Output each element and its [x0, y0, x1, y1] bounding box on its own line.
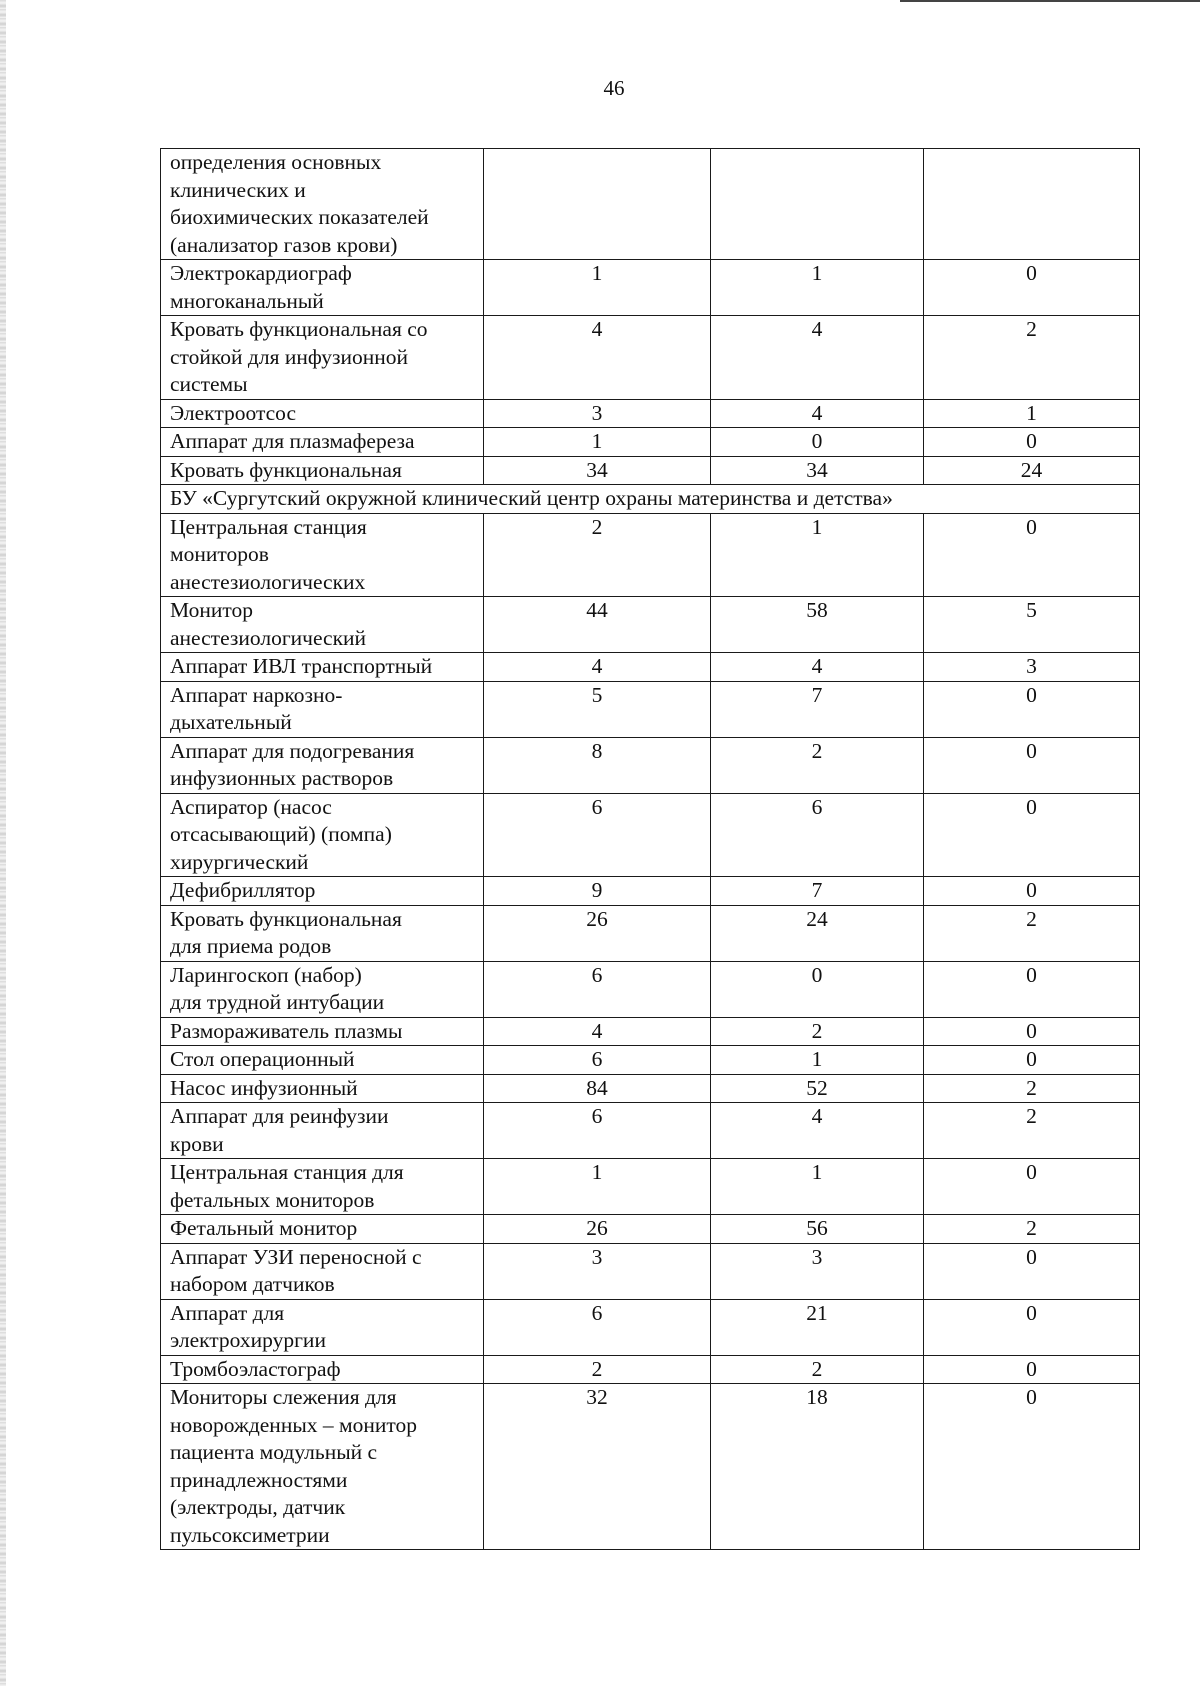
table-row — [161, 737, 1140, 793]
equipment-name-line: инфузионных растворов — [170, 766, 394, 790]
equipment-name-line: анестезиологический — [170, 625, 367, 650]
quantity-cell-3: 2 — [924, 316, 1140, 400]
equipment-name-line: системы — [170, 372, 248, 396]
quantity-cell-3: 0 — [924, 1384, 1140, 1550]
equipment-name-line: Аспиратор (насос — [170, 794, 332, 819]
quantity-cell-1: 9 — [484, 877, 711, 906]
quantity-cell-3: 0 — [924, 513, 1140, 597]
equipment-name-line: мониторов — [170, 542, 269, 566]
quantity-cell-3: 2 — [924, 1215, 1140, 1244]
quantity-cell-2: 0 — [711, 428, 924, 457]
equipment-name-line: пульсоксиметрии — [170, 1522, 330, 1547]
equipment-name-line: Кровать функциональная — [170, 457, 402, 482]
equipment-name-cell — [161, 1384, 484, 1550]
equipment-name-line: многоканальный — [170, 288, 324, 313]
quantity-cell-3: 2 — [924, 1074, 1140, 1103]
table-row — [161, 513, 1140, 597]
equipment-name-line: Мониторы слежения для — [170, 1385, 397, 1409]
equipment-name-line: дыхательный — [170, 710, 292, 734]
equipment-name-line: фетальных мониторов — [170, 1187, 375, 1212]
quantity-cell-1: 6 — [484, 793, 711, 877]
equipment-name-line: Стол операционный — [170, 1047, 355, 1071]
equipment-name-line: отсасывающий) (помпа) — [170, 822, 392, 846]
equipment-name-cell — [161, 456, 484, 485]
equipment-name-line: новорожденных – монитор — [170, 1412, 417, 1437]
quantity-cell-3: 3 — [924, 653, 1140, 682]
quantity-cell-1: 6 — [484, 961, 711, 1017]
quantity-cell-3: 0 — [924, 1243, 1140, 1299]
page-number: 46 — [603, 76, 625, 100]
equipment-name-line: Кровать функциональная — [170, 906, 402, 931]
equipment-name-line: клинических и — [170, 177, 306, 202]
table-row — [161, 149, 1140, 260]
equipment-name-line: (электроды, датчик — [170, 1495, 346, 1519]
equipment-name-line: пациента модульный с — [170, 1440, 378, 1464]
quantity-cell-3: 5 — [924, 597, 1140, 653]
table-row — [161, 1046, 1140, 1075]
equipment-name-cell — [161, 428, 484, 457]
quantity-cell-1: 6 — [484, 1046, 711, 1075]
quantity-cell-2: 2 — [711, 737, 924, 793]
equipment-name-line: Электрокардиограф — [170, 261, 352, 285]
quantity-cell-2: 7 — [711, 877, 924, 906]
quantity-cell-3: 24 — [924, 456, 1140, 485]
quantity-cell-1: 4 — [484, 653, 711, 682]
quantity-cell-1: 26 — [484, 905, 711, 961]
equipment-name-line: Центральная станция — [170, 514, 367, 539]
table-row — [161, 877, 1140, 906]
equipment-name-line: определения основных — [170, 150, 382, 174]
table-row — [161, 905, 1140, 961]
table-row — [161, 653, 1140, 682]
equipment-name-cell — [161, 260, 484, 316]
quantity-cell-3: 0 — [924, 681, 1140, 737]
equipment-name-line: Аппарат УЗИ переносной с — [170, 1244, 422, 1269]
quantity-cell-3: 0 — [924, 877, 1140, 906]
table-row — [161, 1355, 1140, 1384]
equipment-name-cell — [161, 681, 484, 737]
equipment-name-line: Дефибриллятор — [170, 878, 316, 902]
equipment-name-cell — [161, 1159, 484, 1215]
equipment-name-cell — [161, 597, 484, 653]
quantity-cell-1: 84 — [484, 1074, 711, 1103]
quantity-cell-1: 4 — [484, 1017, 711, 1046]
quantity-cell-2: 34 — [711, 456, 924, 485]
quantity-cell-2: 1 — [711, 1159, 924, 1215]
equipment-name-line: Центральная станция для — [170, 1160, 404, 1184]
quantity-cell-1: 34 — [484, 456, 711, 485]
equipment-name-line: Аппарат для реинфузии — [170, 1104, 389, 1128]
quantity-cell-3: 2 — [924, 905, 1140, 961]
quantity-cell-2: 0 — [711, 961, 924, 1017]
equipment-name-cell — [161, 149, 484, 260]
equipment-name-line: для приема родов — [170, 934, 332, 958]
equipment-name-line: для трудной интубации — [170, 990, 385, 1014]
equipment-name-cell — [161, 737, 484, 793]
table-row — [161, 456, 1140, 485]
equipment-name-cell — [161, 1074, 484, 1103]
quantity-cell-2: 3 — [711, 1243, 924, 1299]
quantity-cell-3: 0 — [924, 428, 1140, 457]
equipment-name-cell — [161, 905, 484, 961]
equipment-name-cell — [161, 961, 484, 1017]
quantity-cell-3: 0 — [924, 737, 1140, 793]
quantity-cell-2: 2 — [711, 1017, 924, 1046]
equipment-name-line: Размораживатель плазмы — [170, 1018, 403, 1043]
equipment-name-line: Тромбоэластограф — [170, 1356, 341, 1381]
quantity-cell-2: 4 — [711, 1103, 924, 1159]
equipment-name-cell — [161, 1299, 484, 1355]
table-row — [161, 1017, 1140, 1046]
table-row — [161, 961, 1140, 1017]
equipment-name-cell — [161, 1355, 484, 1384]
equipment-name-line: крови — [170, 1131, 224, 1156]
table-row — [161, 1243, 1140, 1299]
equipment-name-line: (анализатор газов крови) — [170, 232, 398, 257]
quantity-cell-1: 6 — [484, 1103, 711, 1159]
equipment-name-line: стойкой для инфузионной — [170, 344, 409, 369]
quantity-cell-1: 2 — [484, 513, 711, 597]
table-row — [161, 681, 1140, 737]
equipment-name-cell — [161, 1215, 484, 1244]
equipment-name-line: Аппарат для подогревания — [170, 738, 415, 763]
quantity-cell-1: 32 — [484, 1384, 711, 1550]
quantity-cell-1: 1 — [484, 260, 711, 316]
quantity-cell-1: 3 — [484, 1243, 711, 1299]
equipment-name-line: Электроотсос — [170, 400, 296, 425]
quantity-cell-2: 58 — [711, 597, 924, 653]
quantity-cell-1: 1 — [484, 428, 711, 457]
table-row — [161, 597, 1140, 653]
quantity-cell-2: 21 — [711, 1299, 924, 1355]
section-row — [161, 485, 1140, 514]
equipment-name-line: Кровать функциональная со — [170, 317, 428, 341]
table-row — [161, 1299, 1140, 1355]
equipment-name-cell — [161, 1046, 484, 1075]
quantity-cell-2: 56 — [711, 1215, 924, 1244]
quantity-cell-1: 1 — [484, 1159, 711, 1215]
equipment-name-line: Аппарат ИВЛ транспортный — [170, 654, 433, 678]
equipment-name-cell — [161, 1243, 484, 1299]
quantity-cell-2: 18 — [711, 1384, 924, 1550]
equipment-name-cell — [161, 399, 484, 428]
quantity-cell-1: 4 — [484, 316, 711, 400]
quantity-cell-2: 7 — [711, 681, 924, 737]
table-row — [161, 1103, 1140, 1159]
quantity-cell-2: 1 — [711, 1046, 924, 1075]
equipment-name-cell — [161, 877, 484, 906]
equipment-name-cell — [161, 513, 484, 597]
equipment-name-line: набором датчиков — [170, 1272, 335, 1296]
quantity-cell-3: 0 — [924, 260, 1140, 316]
quantity-cell-2: 1 — [711, 260, 924, 316]
scan-left-edge — [0, 0, 6, 1686]
quantity-cell-3: 0 — [924, 1299, 1140, 1355]
equipment-name-line: принадлежностями — [170, 1467, 348, 1492]
quantity-cell-3: 0 — [924, 1046, 1140, 1075]
equipment-name-line: Аппарат наркозно- — [170, 682, 343, 707]
equipment-name-line: электрохирургии — [170, 1328, 326, 1352]
table-row — [161, 428, 1140, 457]
quantity-cell-1: 2 — [484, 1355, 711, 1384]
equipment-name-cell — [161, 1017, 484, 1046]
equipment-name-cell — [161, 1103, 484, 1159]
quantity-cell-3 — [924, 149, 1140, 260]
equipment-name-line: Ларингоскоп (набор) — [170, 962, 362, 987]
table-row — [161, 1215, 1140, 1244]
quantity-cell-2: 24 — [711, 905, 924, 961]
quantity-cell-2: 4 — [711, 653, 924, 682]
quantity-cell-1: 44 — [484, 597, 711, 653]
equipment-table — [160, 148, 1140, 1550]
table-row — [161, 260, 1140, 316]
quantity-cell-3: 2 — [924, 1103, 1140, 1159]
section-heading: БУ «Сургутский окружной клинический центр охраны материнства и детства» — [161, 485, 1140, 514]
quantity-cell-2 — [711, 149, 924, 260]
table-row — [161, 316, 1140, 400]
table-row — [161, 1074, 1140, 1103]
quantity-cell-3: 0 — [924, 1159, 1140, 1215]
table-row — [161, 1159, 1140, 1215]
quantity-cell-1: 6 — [484, 1299, 711, 1355]
equipment-table-body — [161, 149, 1140, 1550]
quantity-cell-2: 4 — [711, 399, 924, 428]
equipment-name-line: Насос инфузионный — [170, 1075, 358, 1100]
quantity-cell-3: 0 — [924, 1355, 1140, 1384]
scan-top-line — [900, 0, 1200, 2]
quantity-cell-2: 6 — [711, 793, 924, 877]
equipment-name-line: Аппарат для — [170, 1300, 285, 1325]
table-row — [161, 1384, 1140, 1550]
quantity-cell-3: 0 — [924, 793, 1140, 877]
quantity-cell-1 — [484, 149, 711, 260]
equipment-name-cell — [161, 793, 484, 877]
equipment-name-line: Аппарат для плазмафереза — [170, 429, 415, 453]
equipment-name-line: хирургический — [170, 849, 309, 874]
equipment-name-cell — [161, 316, 484, 400]
quantity-cell-1: 8 — [484, 737, 711, 793]
quantity-cell-3: 0 — [924, 1017, 1140, 1046]
quantity-cell-1: 26 — [484, 1215, 711, 1244]
quantity-cell-3: 0 — [924, 961, 1140, 1017]
equipment-name-line: Монитор — [170, 598, 253, 622]
quantity-cell-3: 1 — [924, 399, 1140, 428]
quantity-cell-2: 1 — [711, 513, 924, 597]
quantity-cell-2: 4 — [711, 316, 924, 400]
quantity-cell-1: 5 — [484, 681, 711, 737]
table-row — [161, 793, 1140, 877]
table-row — [161, 399, 1140, 428]
equipment-name-line: Фетальный монитор — [170, 1216, 358, 1240]
equipment-name-line: биохимических показателей — [170, 205, 429, 229]
quantity-cell-1: 3 — [484, 399, 711, 428]
quantity-cell-2: 2 — [711, 1355, 924, 1384]
equipment-name-cell — [161, 653, 484, 682]
quantity-cell-2: 52 — [711, 1074, 924, 1103]
equipment-name-line: анестезиологических — [170, 569, 366, 594]
